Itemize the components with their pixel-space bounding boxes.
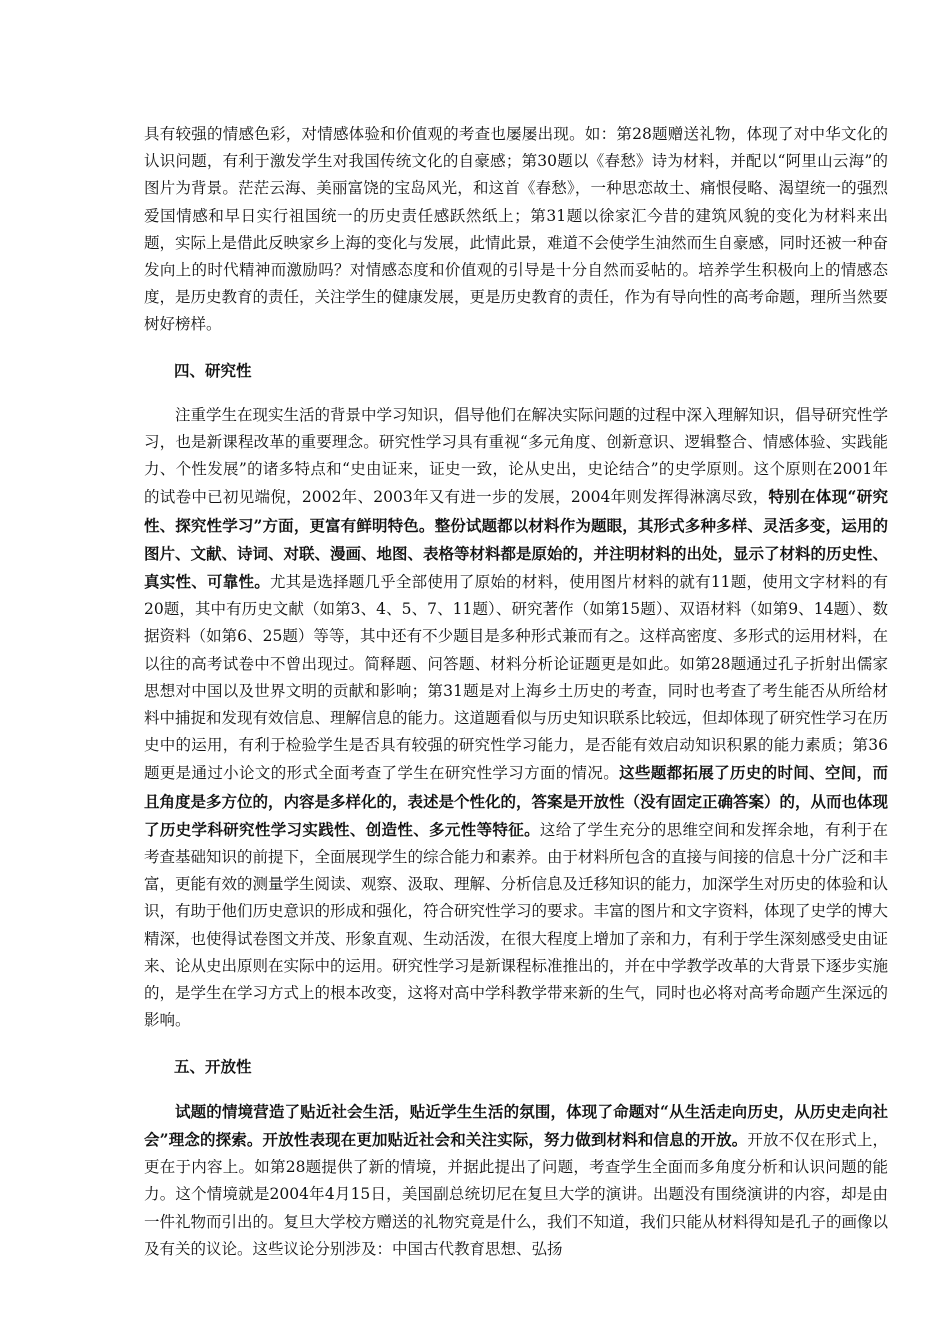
section-gap [144, 1035, 888, 1053]
section-gap [144, 1080, 888, 1098]
heading-openness: 五、开放性 [174, 1056, 252, 1076]
text-run: 注重学生在现实生活的背景中学习知识，倡导他们在解决实际问题的过程中深入理解知识，倡导研究性学习，也是新课程改革的重要理念。研究性学习具有重视“多元角度、创新意识、逻辑整合、情感体验、实践能力、个性发展”的诸多特点和“史由证来，证史一致，论从史出，史论结合”的史学原则。这个原则在2001年的试卷中已初见端倪，2002年、2003年又有进一步的发展，2004年则发挥得淋漓尽致， [144, 405, 889, 507]
section-gap [144, 384, 888, 402]
paragraph-research [144, 402, 888, 1035]
paragraph-emotional-values: 具有较强的情感色彩，对情感体验和价值观的考查也屡屡出现。如：第28题赠送礼物，体现了对中华文化的认识问题，有利于激发学生对我国传统文化的自豪感；第30题以《春愁》诗为材料，并配以“阿里山云海”的图片为背景。茫茫云海、美丽富饶的宝岛风光，和这首《春愁》，一种思恋故土、痛恨侵略、渴望统一的强烈爱国情感和早日实行祖国统一的历史责任感跃然纸上；第31题以徐家汇今昔的建筑风貌的变化为材料来出题，实际上是借此反映家乡上海的变化与发展，此情此景，难道不会使学生油然而生自豪感，同时还被一种奋发向上的时代精神而激励吗？对情感态度和价值观的引导是十分自然而妥帖的。培养学生积极向上的情感态度，是历史教育的责任，关注学生的健康发展，更是历史教育的责任，作为有导向性的高考命题，理所当然要树好榜样。 [144, 125, 889, 334]
bold-text-run: 试题的情境营造了贴近社会生活，贴近学生生活的氛围，体现了命题对“从生活走向历史，从历史走向社会”理念的探索。开放性表现在更加贴近社会和关注实际，努力做到材料和信息的开放。 [144, 1101, 888, 1149]
bold-text-run: 特别在体现“研究性、探究性学习”方面，更富有鲜明特色。整份试题都以材料作为题眼，其形式多种多样、灵活多变，运用的图片、文献、诗词、对联、漫画、地图、表格等材料都是原始的，并注明材料的出处，显示了材料的历史性、真实性、可靠性。 [144, 487, 889, 592]
text-run: 尤其是选择题几乎全部使用了原始的材料，使用图片材料的就有11题，使用文字材料的有20题，其中有历史文献（如第3、4、5、7、11题）、研究著作（如第15题）、双语材料（如第9、14题）、数据资料（如第6、25题）等等，其中还有不少题目是多种形式兼而有之。这样高密度、多形式的运用材料，在以往的高考试卷中不曾出现过。简释题、问答题、材料分析论证题更是如此。如第28题通过孔子折射出儒家思想对中国以及世界文明的贡献和影响；第31题是对上海乡土历史的考查，同时也考查了考生能否从所给材料中捕捉和发现有效信息、理解信息的能力。这道题看似与历史知识联系比较远，但却体现了研究性学习在历史中的运用，有利于检验学生是否具有较强的研究性学习能力，是否能有效启动知识积累的能力素质；第36题更是通过小论文的形式全面考查了学生在研究性学习方面的情况。 [144, 573, 889, 783]
text-run: 开放不仅在形式上，更在于内容上。如第28题提供了新的情境，并据此提出了问题，考查学生全面而多角度分析和认识问题的能力。这个情境就是2004年4月15日，美国副总统切尼在复旦大学的演讲。出题没有围绕演讲的内容，却是由一件礼物而引出的。复旦大学校方赠送的礼物究竟是什么，我们不知道，我们只能从材料得知是孔子的画像以及有关的议论。这些议论分别涉及：中国古代教育思想、弘扬 [144, 1130, 889, 1258]
bold-text-run: 这些题都拓展了历史的时间、空间，而且角度是多方位的，内容是多样化的，表述是个性化的，答案是开放性（没有固定正确答案）的，从而也体现了历史学科研究性学习实践性、创造性、多元性等特征。 [144, 763, 889, 839]
section-gap [144, 339, 888, 357]
heading-research: 四、研究性 [174, 360, 252, 380]
text-run: 这给了学生充分的思维空间和发挥余地，有利于在考查基础知识的前提下，全面展现学生的综合能力和素养。由于材料所包含的直接与间接的信息十分广泛和丰富，更能有效的测量学生阅读、观察、汲取、理解、分析信息及迁移知识的能力，加深学生对历史的体验和认识，有助于他们历史意识的形成和强化，符合研究性学习的要求。丰富的图片和文字资料，体现了史学的博大精深，也使得试卷图文并茂、形象直观、生动活泼，在很大程度上增加了亲和力，有利于学生深刻感受史由证来、论从史出原则在实际中的运用。研究性学习是新课程标准推出的，并在中学教学改革的大背景下逐步实施的，是学生在学习方式上的根本改变，这将对高中学科教学带来新的生气，同时也必将对高考命题产生深远的影响。 [144, 820, 889, 1030]
document-page [144, 121, 888, 1263]
paragraph-openness [144, 1098, 888, 1263]
